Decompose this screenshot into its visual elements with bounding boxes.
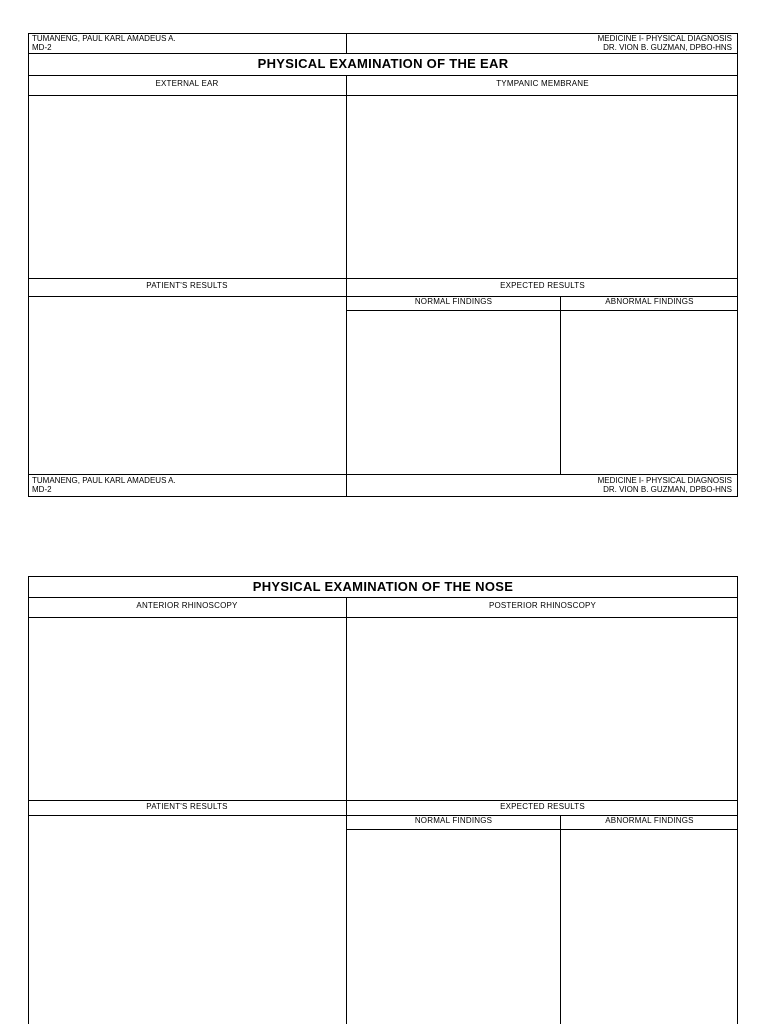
page-title: PHYSICAL EXAMINATION OF THE NOSE bbox=[252, 579, 514, 594]
findings-header-bottom-line bbox=[346, 310, 738, 311]
course-name: MEDICINE I- PHYSICAL DIAGNOSIS bbox=[597, 34, 732, 43]
abnormal-findings-header: ABNORMAL FINDINGS bbox=[605, 297, 694, 306]
border-left bbox=[28, 33, 29, 497]
title-bottom-line bbox=[28, 75, 738, 76]
student-name: TUMANENG, PAUL KARL AMADEUS A. bbox=[32, 34, 176, 43]
column-header-bottom-line bbox=[28, 95, 738, 96]
nose-exam-form bbox=[28, 576, 738, 1024]
footer-course-name: MEDICINE I- PHYSICAL DIAGNOSIS bbox=[597, 476, 732, 485]
ear-exam-form bbox=[28, 33, 738, 497]
footer-student-section: MD-2 bbox=[32, 485, 52, 494]
abnormal-findings-header: ABNORMAL FINDINGS bbox=[605, 816, 694, 825]
posterior-rhinoscopy-header: POSTERIOR RHINOSCOPY bbox=[488, 601, 597, 610]
expected-results-header: EXPECTED RESULTS bbox=[500, 281, 585, 290]
page-title: PHYSICAL EXAMINATION OF THE EAR bbox=[257, 56, 509, 71]
student-section: MD-2 bbox=[32, 43, 52, 52]
patient-results-header: PATIENT'S RESULTS bbox=[146, 802, 228, 811]
border-top bbox=[28, 576, 738, 577]
expected-results-header: EXPECTED RESULTS bbox=[500, 802, 585, 811]
title-bottom-line bbox=[28, 597, 738, 598]
findings-divider bbox=[560, 296, 561, 474]
normal-findings-header: NORMAL FINDINGS bbox=[414, 816, 493, 825]
header-bottom-line bbox=[28, 53, 738, 54]
border-right bbox=[737, 33, 738, 497]
column-header-bottom-line bbox=[28, 617, 738, 618]
footer-student-name: TUMANENG, PAUL KARL AMADEUS A. bbox=[32, 476, 176, 485]
drawing-area-bottom-line bbox=[28, 278, 738, 279]
external-ear-header: EXTERNAL EAR bbox=[155, 79, 219, 88]
border-bottom bbox=[28, 496, 738, 497]
findings-header-bottom-line bbox=[346, 829, 738, 830]
patient-results-header: PATIENT'S RESULTS bbox=[146, 281, 228, 290]
anterior-rhinoscopy-header: ANTERIOR RHINOSCOPY bbox=[136, 601, 238, 610]
findings-divider bbox=[560, 815, 561, 1024]
tympanic-membrane-header: TYMPANIC MEMBRANE bbox=[496, 79, 589, 88]
normal-findings-header: NORMAL FINDINGS bbox=[414, 297, 493, 306]
header-divider bbox=[346, 33, 347, 54]
footer-top-line bbox=[28, 474, 738, 475]
drawing-area-bottom-line bbox=[28, 800, 738, 801]
footer-instructor-name: DR. VION B. GUZMAN, DPBO-HNS bbox=[603, 485, 732, 494]
instructor-name: DR. VION B. GUZMAN, DPBO-HNS bbox=[603, 43, 732, 52]
